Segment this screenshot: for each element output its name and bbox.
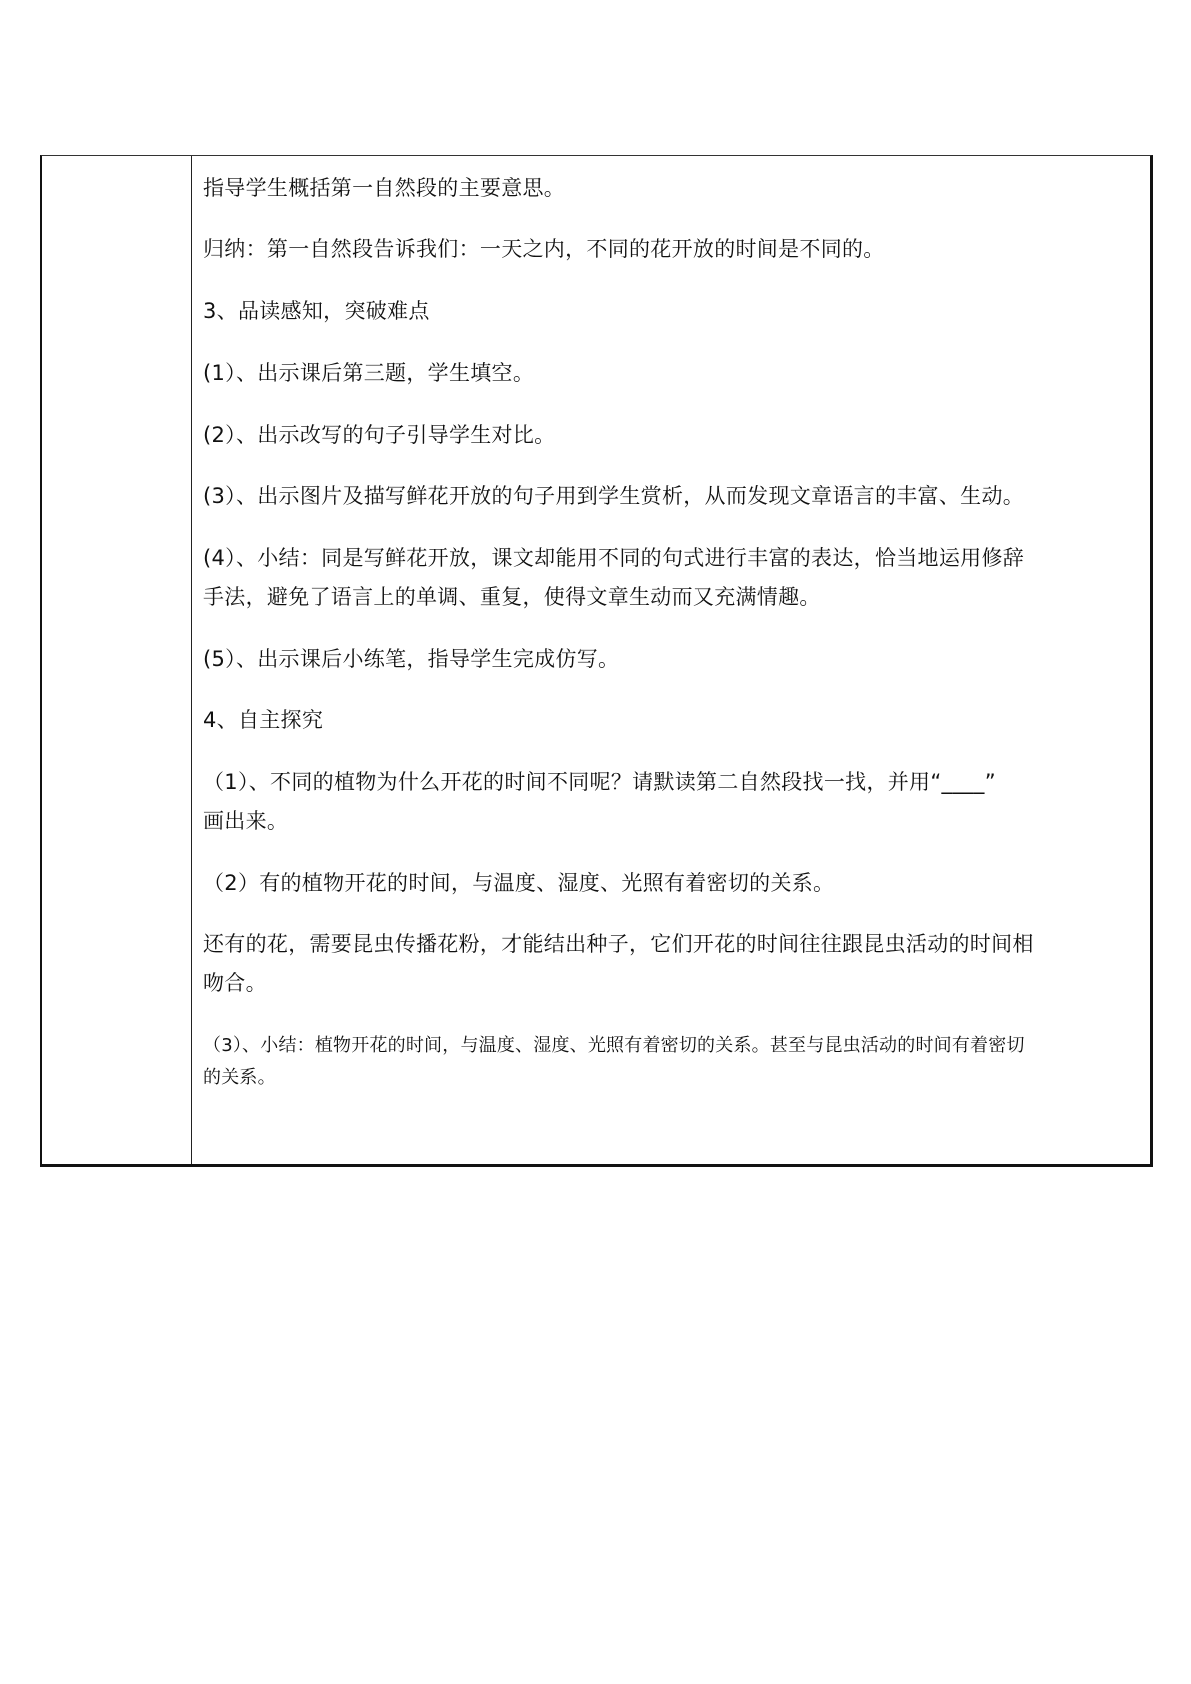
section-heading-4: 4、自主探究 xyxy=(203,708,324,732)
step-4-2-extra-line-2: 吻合。 xyxy=(203,971,267,995)
step-3-1: (1）、出示课后第三题，学生填空。 xyxy=(203,361,535,385)
step-4-1-line-1: （1）、不同的植物为什么开花的时间不同呢？请默读第二自然段找一找，并用“____” xyxy=(203,770,996,794)
step-3-3: (3）、出示图片及描写鲜花开放的句子用到学生赏析，从而发现文章语言的丰富、生动。 xyxy=(203,484,1025,508)
step-4-3-line-2: 的关系。 xyxy=(203,1067,276,1088)
step-4-1-line-2: 画出来。 xyxy=(203,809,289,833)
step-3-4-line-1: (4）、小结：同是写鲜花开放，课文却能用不同的句式进行丰富的表达，恰当地运用修辞 xyxy=(203,546,1025,570)
step-conclusion-paragraph: 归纳：第一自然段告诉我们：一天之内，不同的花开放的时间是不同的。 xyxy=(203,237,885,261)
section-heading-3: 3、品读感知，突破难点 xyxy=(203,299,430,323)
step-summary-paragraph: 指导学生概括第一自然段的主要意思。 xyxy=(203,176,566,200)
table-label-cell xyxy=(42,156,192,1164)
step-4-2-extra-line-1: 还有的花，需要昆虫传播花粉，才能结出种子，它们开花的时间往往跟昆虫活动的时间相 xyxy=(203,932,1034,956)
step-4-2: （2）有的植物开花的时间，与温度、湿度、光照有着密切的关系。 xyxy=(203,871,835,895)
step-3-5: (5）、出示课后小练笔，指导学生完成仿写。 xyxy=(203,647,620,671)
step-3-2: (2）、出示改写的句子引导学生对比。 xyxy=(203,423,556,447)
step-4-3-line-1: （3）、小结：植物开花的时间，与温度、湿度、光照有着密切的关系。甚至与昆虫活动的时间有着密切 xyxy=(203,1035,1025,1056)
table-content-cell xyxy=(203,156,1142,1164)
lesson-plan-table xyxy=(40,155,1153,1167)
step-3-4-line-2: 手法，避免了语言上的单调、重复，使得文章生动而又充满情趣。 xyxy=(203,585,821,609)
